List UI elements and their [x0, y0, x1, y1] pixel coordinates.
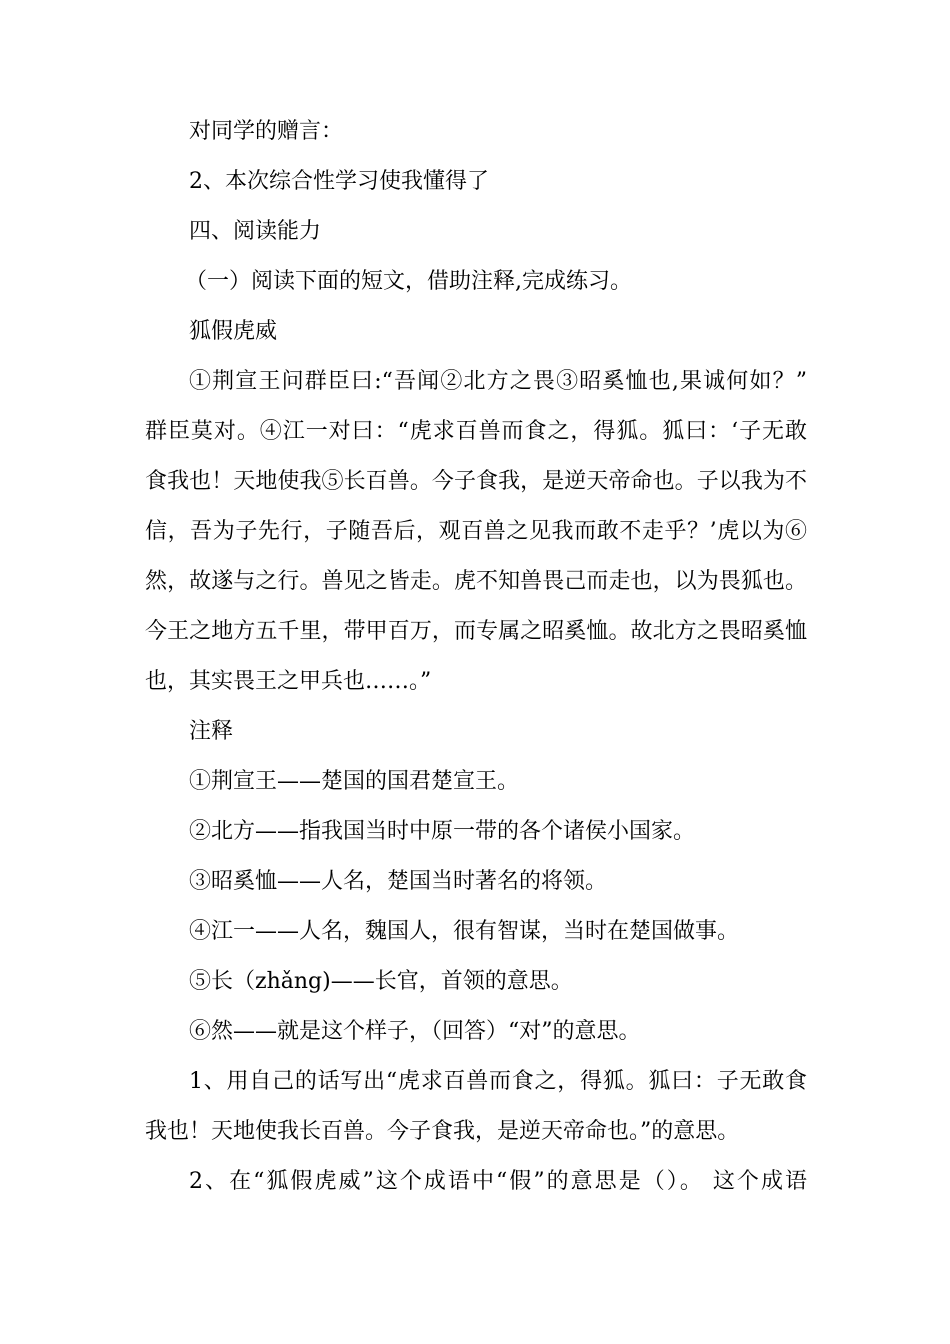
- passage-line: 然，故遂与之行。兽见之皆走。虎不知兽畏己而走也，以为畏狐也。: [145, 569, 807, 594]
- passage-line: ①荆宣王问群臣曰:“吾闻②北方之畏③昭奚恤也,果诚何如？”: [189, 369, 807, 394]
- note-item: ②北方——指我国当时中原一带的各个诸侯小国家。: [189, 819, 696, 844]
- note-item: ⑥然——就是这个样子，（回答）“对”的意思。: [189, 1019, 641, 1044]
- notes-heading: 注释: [189, 719, 234, 744]
- question-line: 我也！天地使我长百兽。今子食我，是逆天帝命也。”的意思。: [145, 1119, 740, 1144]
- passage-line: 群臣莫对。④江一对曰：“虎求百兽而食之，得狐。狐曰：‘子无敢: [145, 419, 807, 444]
- passage-line: 信，吾为子先行，子随吾后，观百兽之见我而敢不走乎？’虎以为⑥: [145, 519, 807, 544]
- text-line: 2、本次综合性学习使我懂得了: [189, 169, 489, 194]
- question-line: 2、在“狐假虎威”这个成语中“假”的意思是（）。 这个成语: [189, 1169, 807, 1194]
- passage-line: 食我也！天地使我⑤长百兽。今子食我，是逆天帝命也。子以我为不: [145, 469, 807, 494]
- passage-title: 狐假虎威: [189, 319, 278, 344]
- text-line: 对同学的赠言：: [189, 119, 344, 144]
- passage-line: 也，其实畏王之甲兵也……。”: [145, 669, 432, 694]
- note-item: ④江一——人名，魏国人，很有智谋，当时在楚国做事。: [189, 919, 740, 944]
- note-item: ③昭奚恤——人名，楚国当时著名的将领。: [189, 869, 608, 894]
- document-page: [145, 107, 807, 1207]
- subsection-heading: （一）阅读下面的短文，借助注释,完成练习。: [185, 269, 632, 294]
- passage-line: 今王之地方五千里，带甲百万，而专属之昭奚恤。故北方之畏昭奚恤: [145, 619, 807, 644]
- note-item: ⑤长（zhǎng)——长官，首领的意思。: [189, 969, 573, 994]
- section-heading: 四、阅读能力: [189, 219, 322, 244]
- question-line: 1、用自己的话写出“虎求百兽而食之，得狐。狐曰：子无敢食: [189, 1069, 807, 1094]
- note-item: ①荆宣王——楚国的国君楚宣王。: [189, 769, 520, 794]
